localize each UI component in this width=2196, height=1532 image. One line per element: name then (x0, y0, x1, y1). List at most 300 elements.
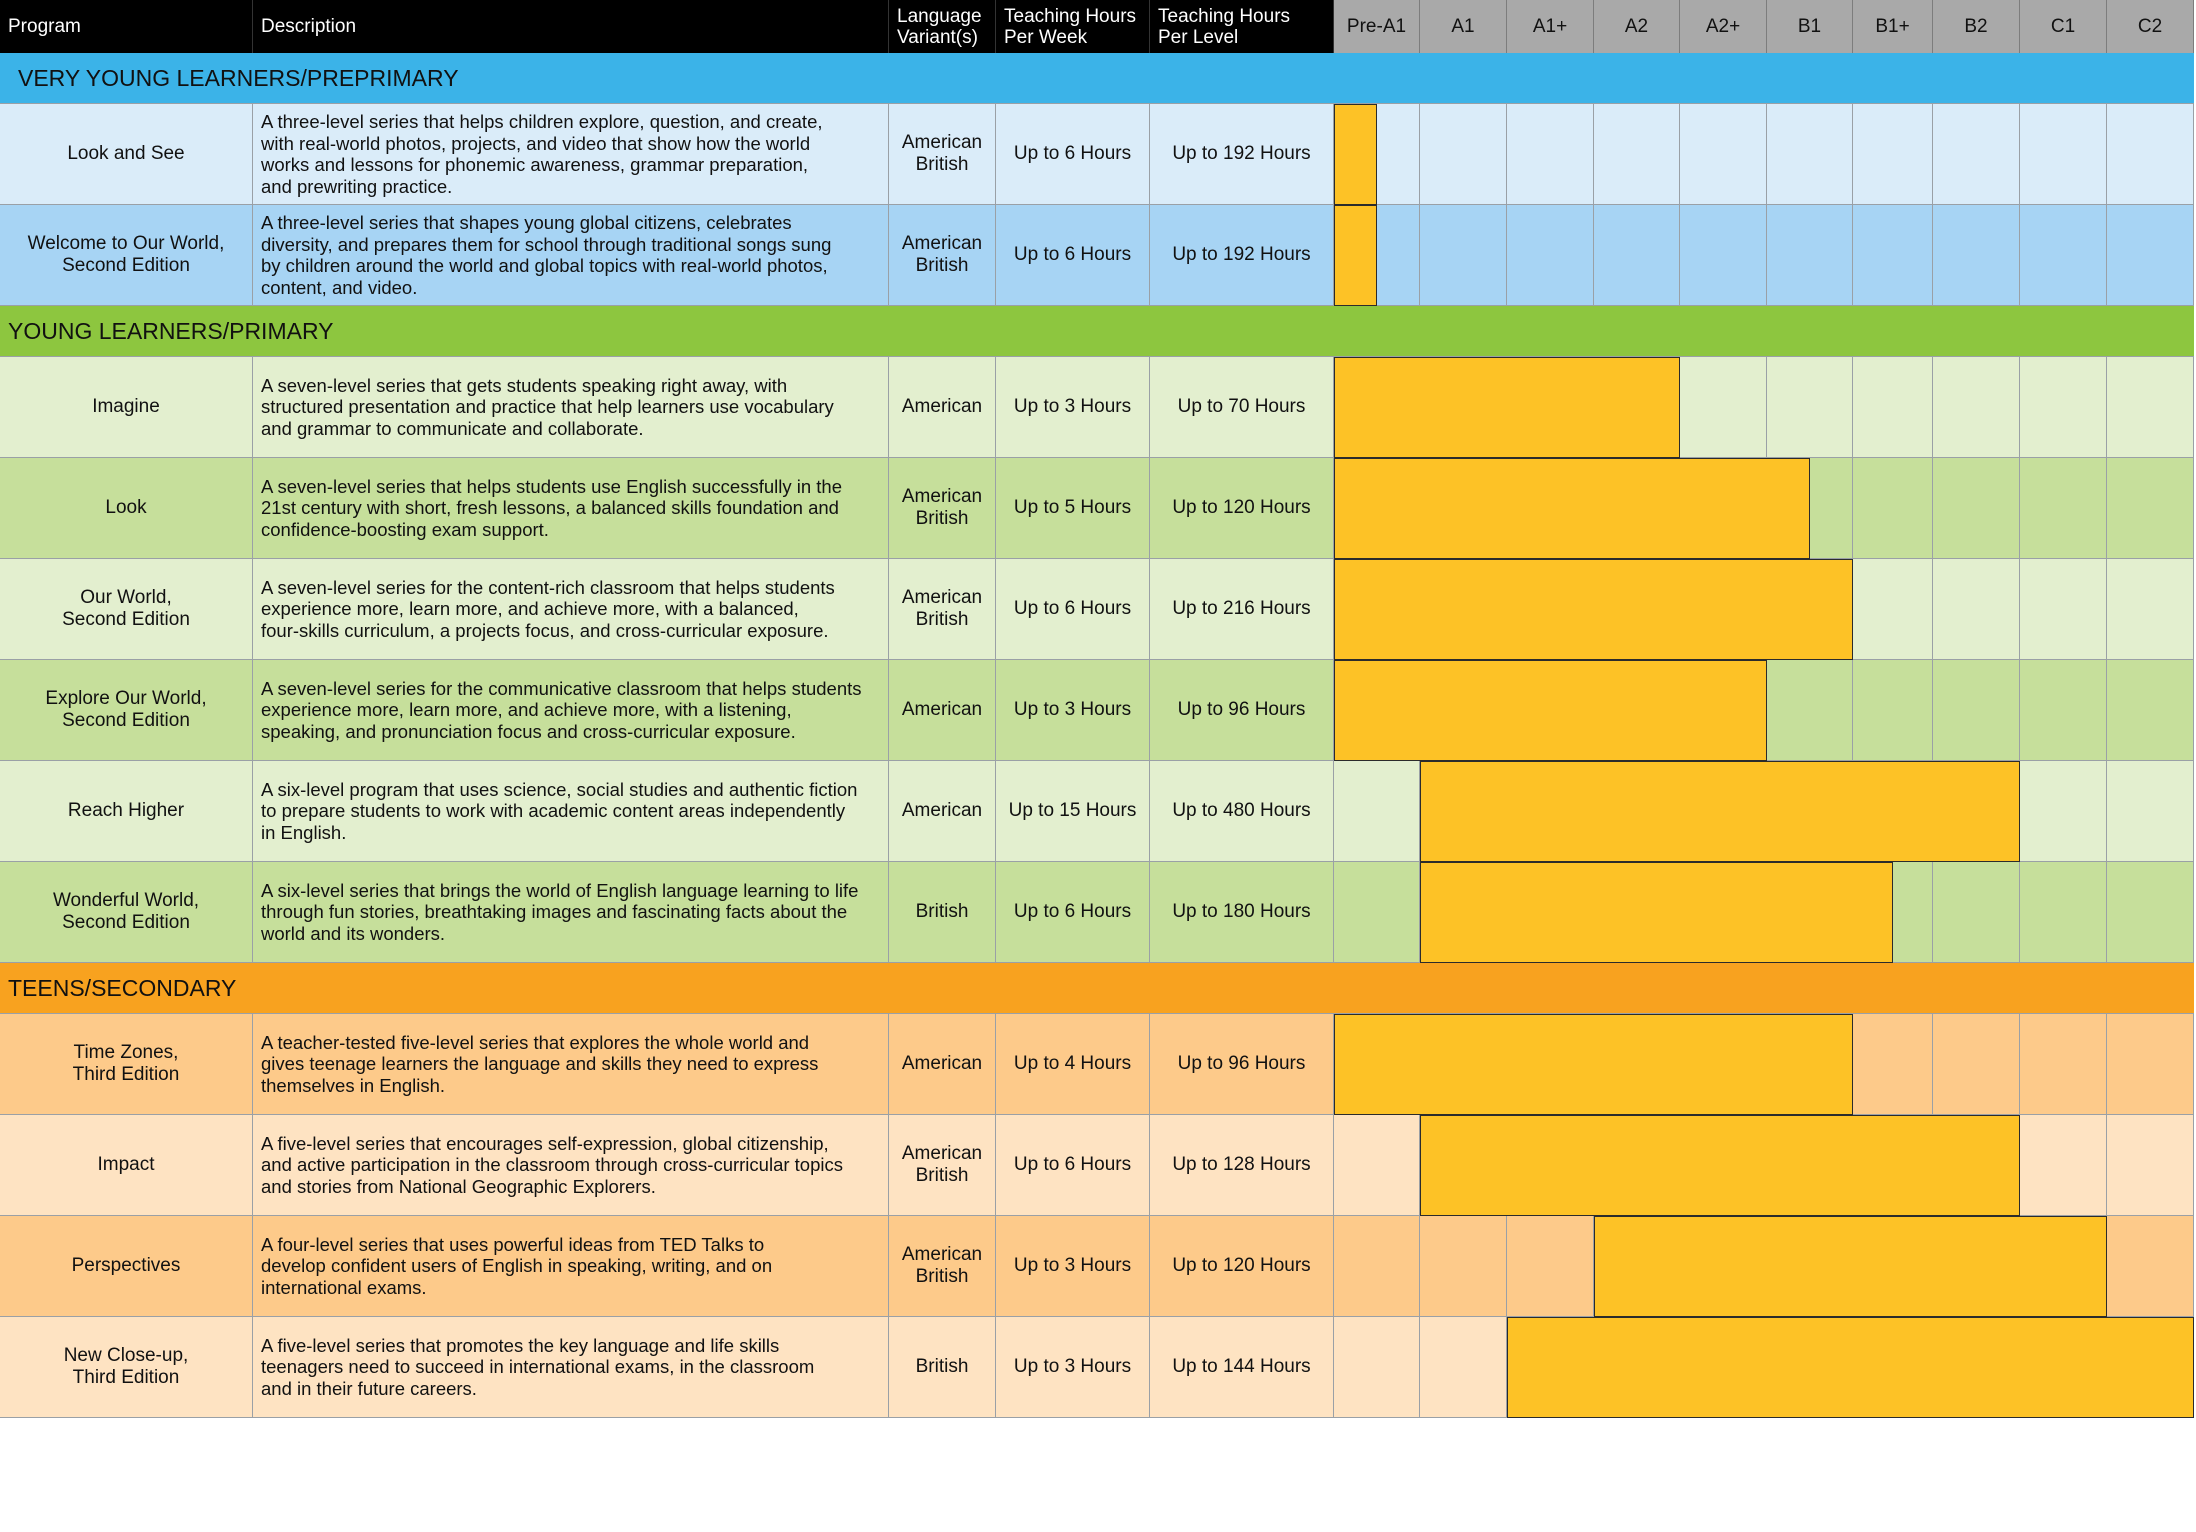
description-cell-line: confidence-boosting exam support. (261, 518, 549, 540)
level-cell (1507, 205, 1594, 306)
program-cell-text (68, 800, 184, 822)
level-header-pre-a1: Pre-A1 (1334, 0, 1420, 53)
language-cell-line: American (901, 486, 983, 507)
hours-level-cell-text (1172, 497, 1310, 519)
level-cell (1334, 1317, 1420, 1418)
hours-week-cell-line: Up to 4 Hours (1013, 1053, 1132, 1074)
level-cell (2107, 205, 2194, 306)
language-cell (889, 1115, 996, 1216)
description-cell-text (261, 1234, 772, 1299)
language-cell-line: British (915, 255, 969, 276)
level-header-b2: B2 (1933, 0, 2020, 53)
program-cell-line: Perspectives (71, 1255, 181, 1276)
language-cell-text (902, 800, 982, 822)
hours-level-cell-text (1172, 901, 1310, 923)
hours-level-cell-text (1178, 396, 1306, 418)
description-cell-text (261, 1335, 814, 1400)
language-header (889, 0, 996, 53)
hours-level-cell-text (1172, 143, 1310, 165)
language-cell-line: American (901, 800, 983, 821)
description-cell-line: teenagers need to succeed in international exams, in the classroom (261, 1356, 815, 1378)
level-cell (1507, 1216, 1594, 1317)
program-cell-line: Second Edition (62, 912, 190, 933)
description-cell-line: A three-level series that helps children explore, question, and create, (261, 111, 823, 132)
description-cell-line: A four-level series that uses powerful ideas from TED Talks to (261, 1233, 765, 1255)
level-cell (1334, 862, 1420, 963)
program-cell-line: Second Edition (62, 609, 190, 630)
hours-week-cell (996, 104, 1150, 205)
hours-week-cell (996, 1216, 1150, 1317)
program-cell-line: Impact (97, 1154, 155, 1175)
description-cell-line: A five-level series that encourages self-expression, global citizenship, (261, 1132, 829, 1154)
hours-week-cell-line: Up to 5 Hours (1013, 497, 1132, 518)
program-cell (0, 357, 253, 458)
hours-level-cell (1150, 1216, 1334, 1317)
hours-week-cell-text (1014, 244, 1131, 266)
level-cell (2107, 1014, 2194, 1115)
level-cell (1680, 104, 1767, 205)
level-range-bar (1334, 357, 1680, 458)
program-cell-line: Welcome to Our World, (27, 233, 225, 254)
description-cell-line: A teacher-tested five-level series that explores the whole world and (261, 1031, 810, 1053)
hours-week-cell-text (1014, 1053, 1131, 1075)
language-header-text (897, 6, 982, 48)
description-cell-line: A seven-level series that gets students speaking right away, with (261, 374, 788, 396)
hours-week-cell (996, 660, 1150, 761)
hours-week-cell-text (1014, 497, 1131, 519)
description-cell (253, 1216, 889, 1317)
description-cell-line: 21st century with short, fresh lessons, a balanced skills foundation and (261, 497, 839, 519)
description-cell-line: A seven-level series for the content-rich classroom that helps students (261, 576, 835, 598)
level-cell (1933, 104, 2020, 205)
hours-week-cell-line: Up to 6 Hours (1013, 1154, 1132, 1175)
level-range-bar (1334, 559, 1853, 660)
level-cell (1933, 458, 2020, 559)
level-cell (1680, 205, 1767, 306)
language-cell-text (902, 233, 982, 277)
program-cell-text (97, 1154, 154, 1176)
level-range-bar (1594, 1216, 2107, 1317)
description-cell-line: speaking, and pronunciation focus and cross-curricular exposure. (261, 720, 796, 742)
hours-level-cell (1150, 761, 1334, 862)
level-cell (1853, 559, 1933, 660)
language-cell (889, 458, 996, 559)
level-cell (2020, 660, 2107, 761)
description-cell-line: diversity, and prepares them for school through traditional songs sung (261, 233, 832, 255)
program-cell-line: Imagine (92, 396, 160, 417)
description-cell-line: and prewriting practice. (261, 175, 453, 197)
level-cell (1420, 205, 1507, 306)
hours-level-cell-line: Up to 480 Hours (1172, 800, 1311, 821)
description-cell-line: gives teenage learners the language and skills they need to express (261, 1053, 819, 1075)
level-header-b1: B1 (1767, 0, 1853, 53)
level-cell (1334, 761, 1420, 862)
level-cell (2107, 761, 2194, 862)
level-cell (2107, 1216, 2194, 1317)
description-cell-line: experience more, learn more, and achieve more, with a listening, (261, 699, 792, 721)
language-header-line: Variant(s) (897, 26, 978, 48)
level-cell (1767, 205, 1853, 306)
hours-level-header-text (1158, 6, 1290, 48)
language-header-line: Language (897, 5, 982, 27)
program-cell (0, 1115, 253, 1216)
description-cell (253, 559, 889, 660)
level-cell (1767, 104, 1853, 205)
hours-level-cell-text (1172, 244, 1310, 266)
description-cell-line: A seven-level series that helps students use English successfully in the (261, 475, 843, 497)
program-cell (0, 761, 253, 862)
language-cell-text (902, 1244, 982, 1288)
description-cell-line: four-skills curriculum, a projects focus, and cross-curricular exposure. (261, 619, 829, 641)
hours-level-cell-line: Up to 96 Hours (1177, 1053, 1306, 1074)
description-cell-line: by children around the world and global topics with real-world photos, (261, 255, 828, 276)
language-cell-text (902, 587, 982, 631)
hours-week-cell-text (1014, 1255, 1131, 1277)
description-cell (253, 1115, 889, 1216)
language-cell-text (902, 1143, 982, 1187)
language-cell (889, 1216, 996, 1317)
language-cell-line: British (915, 1165, 969, 1186)
description-cell-text (261, 375, 834, 440)
level-cell (2020, 205, 2107, 306)
section-header: TEENS/SECONDARY (0, 963, 2194, 1014)
hours-level-cell-line: Up to 192 Hours (1172, 244, 1311, 265)
program-cell-line: Second Edition (62, 255, 190, 276)
language-cell-text (916, 901, 969, 923)
level-cell (1933, 357, 2020, 458)
hours-week-cell-line: Up to 6 Hours (1013, 244, 1132, 265)
level-cell (1334, 1216, 1420, 1317)
language-cell-line: British (915, 154, 969, 175)
description-cell (253, 104, 889, 205)
hours-week-cell (996, 761, 1150, 862)
level-cell (1420, 1317, 1507, 1418)
hours-level-cell (1150, 1317, 1334, 1418)
level-cell (1420, 104, 1507, 205)
language-cell-line: British (915, 1266, 969, 1287)
description-cell (253, 761, 889, 862)
hours-level-cell (1150, 357, 1334, 458)
language-cell-line: British (915, 609, 969, 630)
language-cell (889, 761, 996, 862)
hours-level-cell-text (1178, 699, 1306, 721)
hours-week-cell (996, 1014, 1150, 1115)
description-header (253, 0, 889, 53)
level-cell (1853, 205, 1933, 306)
language-cell-text (902, 132, 982, 176)
hours-week-cell (996, 357, 1150, 458)
description-cell-line: A seven-level series for the communicative classroom that helps students (261, 677, 862, 699)
program-cell-text (64, 1345, 189, 1389)
hours-week-cell-text (1014, 396, 1131, 418)
description-cell-text (261, 1133, 843, 1198)
hours-level-cell (1150, 862, 1334, 963)
level-header-a1: A1 (1420, 0, 1507, 53)
hours-level-cell-line: Up to 144 Hours (1172, 1356, 1311, 1377)
program-cell-line: Third Edition (72, 1367, 180, 1388)
hours-week-cell (996, 559, 1150, 660)
program-cell-line: Explore Our World, (45, 688, 207, 709)
program-header-text: Program (8, 16, 81, 37)
language-cell-line: British (915, 1356, 969, 1377)
description-cell-line: with real-world photos, projects, and video that show how the world (261, 132, 811, 154)
hours-level-cell (1150, 458, 1334, 559)
program-cell-text (62, 587, 190, 631)
hours-level-header (1150, 0, 1334, 53)
program-cell-text (73, 1042, 180, 1086)
level-header-a2-plus: A2+ (1680, 0, 1767, 53)
program-cell (0, 862, 253, 963)
level-cell (2107, 357, 2194, 458)
program-cell-text (105, 497, 146, 519)
program-cell (0, 559, 253, 660)
description-cell-line: A five-level series that promotes the key language and life skills (261, 1334, 780, 1356)
hours-week-cell-text (1014, 143, 1131, 165)
level-cell (2107, 1115, 2194, 1216)
hours-week-header (996, 0, 1150, 53)
hours-level-header-line: Teaching Hours (1158, 5, 1291, 27)
program-cell-line: Time Zones, (73, 1042, 179, 1063)
level-cell (1420, 1216, 1507, 1317)
hours-level-cell-line: Up to 96 Hours (1177, 699, 1306, 720)
level-range-bar (1420, 862, 1893, 963)
hours-week-header-line: Teaching Hours (1004, 5, 1137, 27)
language-cell (889, 1014, 996, 1115)
hours-level-cell (1150, 1115, 1334, 1216)
language-cell-text (902, 1053, 982, 1075)
level-cell (1767, 357, 1853, 458)
level-cell (1853, 104, 1933, 205)
level-range-bar (1334, 205, 1377, 306)
hours-level-cell (1150, 660, 1334, 761)
hours-week-cell-text (1014, 1154, 1131, 1176)
language-cell-line: American (901, 233, 983, 254)
language-cell (889, 104, 996, 205)
hours-level-cell-line: Up to 128 Hours (1172, 1154, 1311, 1175)
program-cell (0, 1216, 253, 1317)
hours-level-cell-line: Up to 70 Hours (1177, 396, 1306, 417)
program-cell-text (67, 143, 184, 165)
level-cell (1853, 1014, 1933, 1115)
hours-week-cell-text (1014, 699, 1131, 721)
hours-week-cell-line: Up to 3 Hours (1013, 1356, 1132, 1377)
program-cell (0, 660, 253, 761)
hours-week-cell-line: Up to 3 Hours (1013, 396, 1132, 417)
description-cell-text (261, 111, 823, 197)
level-cell (2020, 761, 2107, 862)
level-cell (2020, 862, 2107, 963)
description-cell-line: and grammar to communicate and collaborate. (261, 417, 644, 439)
level-cell (2020, 1014, 2107, 1115)
description-cell (253, 1014, 889, 1115)
hours-week-cell-line: Up to 3 Hours (1013, 699, 1132, 720)
level-header-a2: A2 (1594, 0, 1680, 53)
hours-level-cell-text (1172, 1255, 1310, 1277)
level-cell (2107, 660, 2194, 761)
description-cell-line: A six-level series that brings the world of English language learning to life (261, 879, 859, 901)
program-cell-line: Look and See (67, 143, 185, 164)
language-cell-line: American (901, 1244, 983, 1265)
program-cell-line: New Close-up, (63, 1345, 189, 1366)
level-cell (2020, 559, 2107, 660)
program-cell-line: Our World, (80, 587, 172, 608)
level-cell (2107, 559, 2194, 660)
language-cell (889, 357, 996, 458)
description-cell-text (261, 779, 857, 844)
level-cell (1933, 559, 2020, 660)
language-cell (889, 660, 996, 761)
language-cell-line: American (901, 132, 983, 153)
description-cell (253, 458, 889, 559)
hours-level-header-line: Per Level (1158, 26, 1239, 48)
hours-week-cell-text (1009, 800, 1137, 822)
description-cell-line: through fun stories, breathtaking images and fascinating facts about the (261, 901, 848, 923)
program-cell-line: Wonderful World, (52, 890, 200, 911)
level-cell (1507, 104, 1594, 205)
level-range-bar (1334, 660, 1767, 761)
level-range-bar (1420, 1115, 2020, 1216)
description-cell-text (261, 212, 831, 298)
level-range-bar (1334, 1014, 1853, 1115)
language-cell-line: American (901, 1053, 983, 1074)
hours-week-cell-line: Up to 3 Hours (1013, 1255, 1132, 1276)
hours-week-cell (996, 1317, 1150, 1418)
section-header: VERY YOUNG LEARNERS/PREPRIMARY (0, 53, 2194, 104)
language-cell (889, 205, 996, 306)
description-cell-line: international exams. (261, 1276, 427, 1298)
level-header-b1-plus: B1+ (1853, 0, 1933, 53)
program-cell (0, 458, 253, 559)
program-cell-text (92, 396, 160, 418)
level-cell (2107, 458, 2194, 559)
description-cell (253, 357, 889, 458)
language-cell (889, 1317, 996, 1418)
level-cell (2107, 104, 2194, 205)
level-cell (1853, 660, 1933, 761)
program-cell (0, 104, 253, 205)
level-cell (1334, 1115, 1420, 1216)
description-cell (253, 862, 889, 963)
level-cell (1853, 357, 1933, 458)
level-range-bar (1507, 1317, 2194, 1418)
description-cell-line: and in their future careers. (261, 1377, 477, 1399)
description-cell-text (261, 1032, 818, 1097)
hours-week-cell (996, 1115, 1150, 1216)
description-cell-text (261, 476, 842, 541)
hours-week-cell (996, 205, 1150, 306)
hours-level-cell-text (1172, 1154, 1310, 1176)
hours-level-cell-line: Up to 216 Hours (1172, 598, 1311, 619)
description-cell-line: content, and video. (261, 276, 418, 298)
description-header-text: Description (261, 16, 357, 37)
language-cell-text (902, 699, 982, 721)
level-range-bar (1420, 761, 2020, 862)
program-cell-line: Third Edition (72, 1064, 180, 1085)
level-cell (2020, 357, 2107, 458)
level-cell (1933, 862, 2020, 963)
program-cell (0, 205, 253, 306)
description-cell-line: experience more, learn more, and achieve more, with a balanced, (261, 598, 799, 620)
hours-level-cell-text (1172, 800, 1310, 822)
program-cell (0, 1014, 253, 1115)
hours-week-cell-text (1014, 901, 1131, 923)
hours-week-cell (996, 458, 1150, 559)
language-cell-line: American (901, 587, 983, 608)
level-range-bar (1334, 458, 1810, 559)
level-cell (2020, 458, 2107, 559)
hours-level-cell-line: Up to 120 Hours (1172, 1255, 1311, 1276)
section-header: YOUNG LEARNERS/PRIMARY (0, 306, 2194, 357)
language-cell-text (902, 486, 982, 530)
hours-level-cell-line: Up to 180 Hours (1172, 901, 1311, 922)
level-cell (1933, 205, 2020, 306)
description-cell-text (261, 880, 858, 945)
level-header-c2: C2 (2107, 0, 2194, 53)
level-cell (1853, 458, 1933, 559)
level-cell (1933, 660, 2020, 761)
level-cell (1680, 357, 1767, 458)
level-cell (2107, 862, 2194, 963)
description-cell-line: world and its wonders. (261, 922, 446, 944)
description-cell (253, 205, 889, 306)
program-cell-text (72, 1255, 181, 1277)
level-range-bar (1334, 104, 1377, 205)
hours-level-cell (1150, 104, 1334, 205)
hours-level-cell-text (1178, 1053, 1306, 1075)
language-cell-line: British (915, 508, 969, 529)
hours-level-cell-text (1172, 1356, 1310, 1378)
description-cell-line: themselves in English. (261, 1074, 446, 1096)
description-cell-line: and stories from National Geographic Explorers. (261, 1175, 656, 1197)
hours-level-cell (1150, 205, 1334, 306)
hours-week-header-line: Per Week (1004, 26, 1088, 48)
language-cell-text (916, 1356, 969, 1378)
language-cell-line: American (901, 699, 983, 720)
language-cell-line: American (901, 1143, 983, 1164)
hours-level-cell-line: Up to 192 Hours (1172, 143, 1311, 164)
hours-level-cell (1150, 1014, 1334, 1115)
description-cell-line: to prepare students to work with academic content areas independently (261, 800, 846, 822)
program-header (0, 0, 253, 53)
hours-week-cell-line: Up to 6 Hours (1013, 901, 1132, 922)
hours-week-cell-text (1014, 1356, 1131, 1378)
program-cell-text (45, 688, 206, 732)
level-header-a1-plus: A1+ (1507, 0, 1594, 53)
hours-level-cell (1150, 559, 1334, 660)
level-cell (1767, 660, 1853, 761)
level-cell (2020, 1115, 2107, 1216)
description-cell-line: develop confident users of English in speaking, writing, and on (261, 1255, 773, 1277)
level-cell (1594, 205, 1680, 306)
level-cell (2020, 104, 2107, 205)
description-cell-text (261, 577, 835, 642)
level-cell (1933, 1014, 2020, 1115)
hours-week-cell-line: Up to 6 Hours (1013, 598, 1132, 619)
program-cell-line: Reach Higher (67, 800, 185, 821)
program-cell-text (28, 233, 225, 277)
description-cell-line: and active participation in the classroom through cross-curricular topics (261, 1154, 843, 1176)
program-cell-line: Second Edition (62, 710, 190, 731)
description-cell-line: structured presentation and practice that help learners use vocabulary (261, 396, 834, 418)
description-cell (253, 1317, 889, 1418)
program-cell-text (53, 890, 199, 934)
language-cell-line: British (915, 901, 969, 922)
program-cell (0, 1317, 253, 1418)
hours-level-cell-text (1172, 598, 1310, 620)
description-cell-line: A six-level program that uses science, social studies and authentic fiction (261, 778, 858, 800)
hours-week-cell-text (1014, 598, 1131, 620)
language-cell-text (902, 396, 982, 418)
